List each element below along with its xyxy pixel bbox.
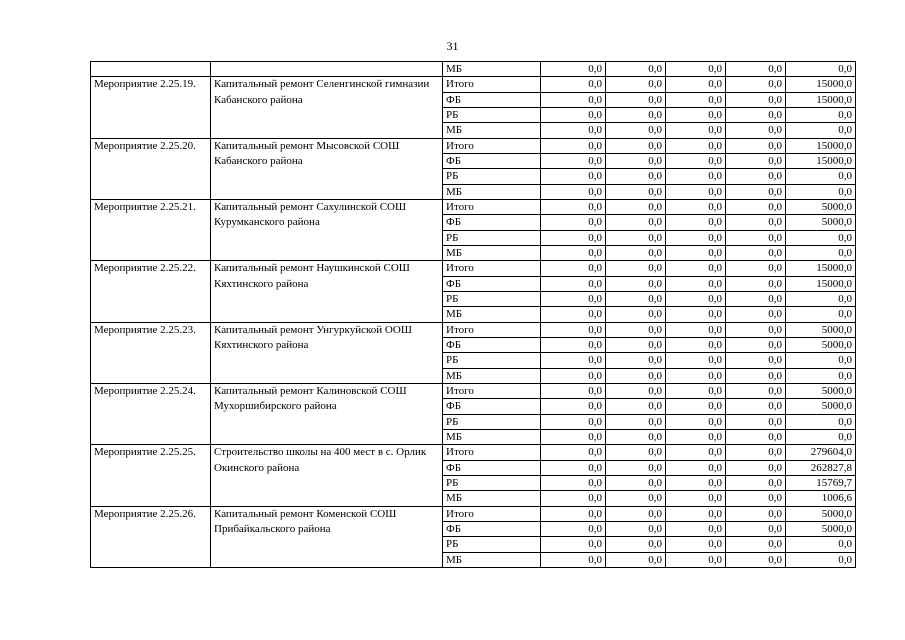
value-cell: 0,0 <box>666 491 726 506</box>
value-cell: 0,0 <box>726 414 786 429</box>
value-cell: 0,0 <box>786 123 856 138</box>
value-cell: 0,0 <box>726 475 786 490</box>
value-cell: 0,0 <box>726 215 786 230</box>
value-cell: 0,0 <box>726 322 786 337</box>
value-cell: 0,0 <box>666 353 726 368</box>
value-cell: 0,0 <box>666 552 726 567</box>
value-cell: 0,0 <box>606 123 666 138</box>
measure-label: Мероприятие 2.25.20. <box>91 138 211 199</box>
value-cell: 0,0 <box>606 307 666 322</box>
value-cell: 0,0 <box>726 506 786 521</box>
value-cell: 0,0 <box>726 552 786 567</box>
value-cell: 0,0 <box>541 337 606 352</box>
value-cell: 0,0 <box>541 62 606 77</box>
value-cell: 0,0 <box>606 215 666 230</box>
value-cell: 0,0 <box>541 491 606 506</box>
value-cell: 0,0 <box>541 368 606 383</box>
value-cell: 0,0 <box>606 383 666 398</box>
value-cell: 0,0 <box>541 291 606 306</box>
table-row <box>91 383 856 398</box>
value-cell: 0,0 <box>606 77 666 92</box>
value-cell: 0,0 <box>541 153 606 168</box>
value-cell: 15769,7 <box>786 475 856 490</box>
value-cell: 0,0 <box>666 537 726 552</box>
funding-source-cell: Итого <box>443 383 541 398</box>
value-cell: 0,0 <box>606 169 666 184</box>
value-cell: 0,0 <box>726 399 786 414</box>
value-cell: 0,0 <box>541 552 606 567</box>
measure-name: Капитальный ремонт Калиновской СОШ Мухоршибирского района <box>211 383 443 444</box>
value-cell: 0,0 <box>666 475 726 490</box>
value-cell: 0,0 <box>666 199 726 214</box>
value-cell: 0,0 <box>786 184 856 199</box>
value-cell: 0,0 <box>606 261 666 276</box>
value-cell: 262827,8 <box>786 460 856 475</box>
value-cell: 0,0 <box>666 276 726 291</box>
value-cell: 0,0 <box>666 169 726 184</box>
value-cell: 0,0 <box>726 537 786 552</box>
value-cell: 0,0 <box>726 337 786 352</box>
value-cell: 0,0 <box>786 230 856 245</box>
value-cell: 0,0 <box>541 107 606 122</box>
value-cell: 0,0 <box>606 138 666 153</box>
value-cell: 5000,0 <box>786 199 856 214</box>
value-cell: 0,0 <box>786 169 856 184</box>
value-cell: 15000,0 <box>786 153 856 168</box>
value-cell: 0,0 <box>541 460 606 475</box>
value-cell: 5000,0 <box>786 399 856 414</box>
value-cell: 5000,0 <box>786 506 856 521</box>
value-cell: 0,0 <box>541 307 606 322</box>
value-cell: 15000,0 <box>786 261 856 276</box>
measure-name: Строительство школы на 400 мест в с. Орлик Окинского района <box>211 445 443 506</box>
value-cell: 0,0 <box>606 475 666 490</box>
value-cell: 0,0 <box>606 92 666 107</box>
value-cell: 0,0 <box>726 429 786 444</box>
table-row <box>91 261 856 276</box>
value-cell: 0,0 <box>541 353 606 368</box>
measure-name: Капитальный ремонт Мысовской СОШ Кабанского района <box>211 138 443 199</box>
value-cell: 0,0 <box>726 491 786 506</box>
value-cell: 0,0 <box>666 77 726 92</box>
value-cell: 0,0 <box>606 62 666 77</box>
funding-source-cell: МБ <box>443 368 541 383</box>
value-cell: 0,0 <box>666 322 726 337</box>
value-cell: 5000,0 <box>786 337 856 352</box>
funding-source-cell: РБ <box>443 537 541 552</box>
value-cell: 0,0 <box>666 245 726 260</box>
value-cell: 0,0 <box>606 337 666 352</box>
funding-source-cell: Итого <box>443 322 541 337</box>
value-cell: 0,0 <box>666 414 726 429</box>
value-cell: 0,0 <box>606 429 666 444</box>
value-cell: 0,0 <box>606 230 666 245</box>
value-cell: 0,0 <box>726 123 786 138</box>
measure-name: Капитальный ремонт Наушкинской СОШ Кяхтинского района <box>211 261 443 322</box>
value-cell: 0,0 <box>726 92 786 107</box>
value-cell: 5000,0 <box>786 521 856 536</box>
value-cell: 0,0 <box>726 107 786 122</box>
value-cell: 0,0 <box>726 169 786 184</box>
table-row <box>91 138 856 153</box>
table-row <box>91 445 856 460</box>
value-cell: 0,0 <box>726 199 786 214</box>
value-cell: 0,0 <box>666 184 726 199</box>
measure-label: Мероприятие 2.25.24. <box>91 383 211 444</box>
table-row <box>91 199 856 214</box>
value-cell: 0,0 <box>666 429 726 444</box>
value-cell: 0,0 <box>726 353 786 368</box>
measure-name: Капитальный ремонт Коменской СОШ Прибайкальского района <box>211 506 443 567</box>
value-cell: 0,0 <box>541 77 606 92</box>
funding-source-cell: Итого <box>443 261 541 276</box>
value-cell: 5000,0 <box>786 383 856 398</box>
value-cell: 5000,0 <box>786 322 856 337</box>
funding-source-cell: Итого <box>443 138 541 153</box>
funding-source-cell: МБ <box>443 245 541 260</box>
value-cell: 0,0 <box>606 245 666 260</box>
value-cell: 0,0 <box>606 445 666 460</box>
value-cell: 0,0 <box>786 107 856 122</box>
value-cell: 0,0 <box>541 261 606 276</box>
value-cell: 0,0 <box>606 199 666 214</box>
empty-cell <box>211 62 443 77</box>
measure-label: Мероприятие 2.25.25. <box>91 445 211 506</box>
value-cell: 0,0 <box>786 368 856 383</box>
funding-source-cell: ФБ <box>443 521 541 536</box>
value-cell: 0,0 <box>726 521 786 536</box>
value-cell: 0,0 <box>606 491 666 506</box>
table-row <box>91 506 856 521</box>
value-cell: 0,0 <box>541 399 606 414</box>
value-cell: 0,0 <box>541 276 606 291</box>
value-cell: 0,0 <box>726 383 786 398</box>
value-cell: 0,0 <box>786 537 856 552</box>
value-cell: 0,0 <box>666 383 726 398</box>
value-cell: 0,0 <box>726 291 786 306</box>
value-cell: 0,0 <box>606 107 666 122</box>
value-cell: 0,0 <box>541 506 606 521</box>
value-cell: 0,0 <box>541 245 606 260</box>
value-cell: 0,0 <box>726 184 786 199</box>
empty-cell <box>91 62 211 77</box>
funding-source-cell: МБ <box>443 491 541 506</box>
measure-label: Мероприятие 2.25.22. <box>91 261 211 322</box>
measure-label: Мероприятие 2.25.19. <box>91 77 211 138</box>
value-cell: 0,0 <box>726 77 786 92</box>
value-cell: 15000,0 <box>786 92 856 107</box>
funding-source-cell: РБ <box>443 107 541 122</box>
funding-source-cell: Итого <box>443 506 541 521</box>
budget-table-body <box>91 62 856 568</box>
value-cell: 0,0 <box>541 123 606 138</box>
value-cell: 0,0 <box>666 138 726 153</box>
funding-source-cell: РБ <box>443 169 541 184</box>
value-cell: 0,0 <box>666 107 726 122</box>
value-cell: 0,0 <box>541 169 606 184</box>
value-cell: 0,0 <box>666 506 726 521</box>
value-cell: 0,0 <box>606 537 666 552</box>
value-cell: 0,0 <box>541 184 606 199</box>
value-cell: 15000,0 <box>786 77 856 92</box>
funding-source-cell: Итого <box>443 445 541 460</box>
funding-source-cell: ФБ <box>443 399 541 414</box>
table-row <box>91 62 856 77</box>
value-cell: 0,0 <box>541 383 606 398</box>
funding-source-cell: МБ <box>443 62 541 77</box>
value-cell: 0,0 <box>726 276 786 291</box>
measure-name: Капитальный ремонт Селенгинской гимназии Кабанского района <box>211 77 443 138</box>
funding-source-cell: РБ <box>443 291 541 306</box>
value-cell: 0,0 <box>786 552 856 567</box>
value-cell: 0,0 <box>666 399 726 414</box>
measure-label: Мероприятие 2.25.23. <box>91 322 211 383</box>
funding-source-cell: ФБ <box>443 337 541 352</box>
value-cell: 0,0 <box>606 322 666 337</box>
value-cell: 0,0 <box>726 153 786 168</box>
value-cell: 0,0 <box>541 414 606 429</box>
value-cell: 0,0 <box>606 276 666 291</box>
value-cell: 279604,0 <box>786 445 856 460</box>
value-cell: 0,0 <box>726 307 786 322</box>
value-cell: 0,0 <box>666 291 726 306</box>
table-row <box>91 322 856 337</box>
value-cell: 0,0 <box>666 92 726 107</box>
value-cell: 0,0 <box>666 445 726 460</box>
measure-label: Мероприятие 2.25.21. <box>91 199 211 260</box>
value-cell: 0,0 <box>606 506 666 521</box>
value-cell: 0,0 <box>726 261 786 276</box>
value-cell: 0,0 <box>666 261 726 276</box>
value-cell: 0,0 <box>786 62 856 77</box>
value-cell: 0,0 <box>726 138 786 153</box>
value-cell: 0,0 <box>541 215 606 230</box>
funding-source-cell: МБ <box>443 429 541 444</box>
funding-source-cell: ФБ <box>443 215 541 230</box>
value-cell: 1006,6 <box>786 491 856 506</box>
value-cell: 0,0 <box>606 153 666 168</box>
page-number: 31 <box>446 39 459 53</box>
value-cell: 0,0 <box>606 414 666 429</box>
value-cell: 0,0 <box>786 429 856 444</box>
funding-source-cell: Итого <box>443 199 541 214</box>
funding-source-cell: ФБ <box>443 153 541 168</box>
value-cell: 0,0 <box>541 521 606 536</box>
value-cell: 0,0 <box>666 230 726 245</box>
value-cell: 0,0 <box>666 460 726 475</box>
value-cell: 0,0 <box>666 521 726 536</box>
value-cell: 0,0 <box>606 368 666 383</box>
value-cell: 0,0 <box>666 62 726 77</box>
value-cell: 0,0 <box>786 291 856 306</box>
value-cell: 0,0 <box>541 138 606 153</box>
value-cell: 0,0 <box>786 353 856 368</box>
measure-name: Капитальный ремонт Сахулинской СОШ Курумканского района <box>211 199 443 260</box>
value-cell: 0,0 <box>606 399 666 414</box>
value-cell: 0,0 <box>666 307 726 322</box>
funding-source-cell: РБ <box>443 414 541 429</box>
funding-source-cell: РБ <box>443 353 541 368</box>
value-cell: 15000,0 <box>786 138 856 153</box>
value-cell: 0,0 <box>606 521 666 536</box>
funding-source-cell: МБ <box>443 552 541 567</box>
value-cell: 0,0 <box>541 230 606 245</box>
funding-source-cell: РБ <box>443 475 541 490</box>
value-cell: 0,0 <box>541 322 606 337</box>
value-cell: 0,0 <box>606 353 666 368</box>
funding-source-cell: ФБ <box>443 92 541 107</box>
value-cell: 0,0 <box>606 552 666 567</box>
value-cell: 0,0 <box>606 460 666 475</box>
funding-source-cell: МБ <box>443 123 541 138</box>
value-cell: 0,0 <box>726 230 786 245</box>
measure-name: Капитальный ремонт Унгуркуйской ООШ Кяхтинского района <box>211 322 443 383</box>
value-cell: 0,0 <box>666 215 726 230</box>
value-cell: 0,0 <box>541 445 606 460</box>
value-cell: 0,0 <box>541 92 606 107</box>
measure-label: Мероприятие 2.25.26. <box>91 506 211 567</box>
value-cell: 0,0 <box>726 62 786 77</box>
value-cell: 15000,0 <box>786 276 856 291</box>
funding-source-cell: МБ <box>443 184 541 199</box>
value-cell: 0,0 <box>786 307 856 322</box>
value-cell: 0,0 <box>786 245 856 260</box>
value-cell: 0,0 <box>606 291 666 306</box>
funding-source-cell: Итого <box>443 77 541 92</box>
value-cell: 0,0 <box>541 537 606 552</box>
funding-source-cell: ФБ <box>443 276 541 291</box>
value-cell: 0,0 <box>541 429 606 444</box>
value-cell: 0,0 <box>606 184 666 199</box>
value-cell: 0,0 <box>726 445 786 460</box>
value-cell: 0,0 <box>666 123 726 138</box>
value-cell: 0,0 <box>726 245 786 260</box>
value-cell: 0,0 <box>726 368 786 383</box>
value-cell: 5000,0 <box>786 215 856 230</box>
value-cell: 0,0 <box>726 460 786 475</box>
value-cell: 0,0 <box>666 368 726 383</box>
funding-source-cell: МБ <box>443 307 541 322</box>
value-cell: 0,0 <box>541 199 606 214</box>
value-cell: 0,0 <box>541 475 606 490</box>
budget-table <box>90 61 856 568</box>
table-row <box>91 77 856 92</box>
value-cell: 0,0 <box>786 414 856 429</box>
value-cell: 0,0 <box>666 337 726 352</box>
funding-source-cell: РБ <box>443 230 541 245</box>
value-cell: 0,0 <box>666 153 726 168</box>
funding-source-cell: ФБ <box>443 460 541 475</box>
